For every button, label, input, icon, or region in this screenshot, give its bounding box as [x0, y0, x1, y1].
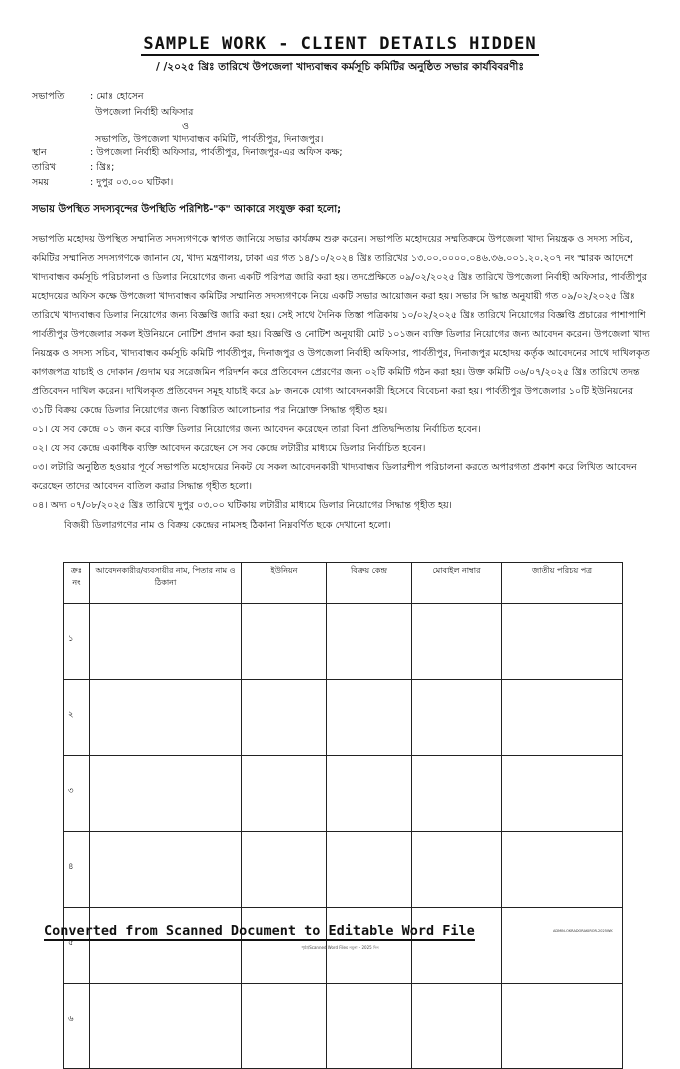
dealer-table: [63, 562, 623, 1069]
col-sales-center: বিক্রয় কেন্দ্র: [327, 563, 412, 604]
minutes-body: [32, 230, 650, 515]
cell-nid[interactable]: [502, 680, 623, 756]
tiny-mark: ADMIN-OKRADORAKIROR-2025WK: [553, 929, 613, 933]
chair-conjunction: ও: [182, 121, 189, 132]
cell-nid[interactable]: [502, 984, 623, 1069]
col-applicant: আবেদনকারীর/ব্যবসায়ীর নাম, পিতার নাম ও ঠিকানা: [90, 563, 242, 604]
cell-sales-center[interactable]: [327, 756, 412, 832]
row-serial: ৬: [64, 984, 90, 1069]
col-union: ইউনিয়ন: [242, 563, 327, 604]
cell-sales-center[interactable]: [327, 984, 412, 1069]
conversion-banner-text: Converted from Scanned Document to Editable Word File: [44, 923, 475, 939]
table-row: [64, 756, 623, 832]
time-label: সময়: [32, 177, 50, 188]
table-row: [64, 604, 623, 680]
decision-1: ০১। যে সব কেন্দ্রে ০১ জন করে ব্যক্তি ডিলার নিয়োগের জন্য আবেদন করেছেন তারা বিনা প্রতিদ্বন্দিতায় নির্বাচিত হবেন।: [32, 424, 481, 435]
chair-designation: উপজেলা নির্বাহী অফিসার: [95, 107, 194, 118]
cell-sales-center[interactable]: [327, 832, 412, 908]
page-footer: পৃষ্ঠা/Scanned Word Files নমুনা - 2025 দিন: [301, 945, 379, 950]
cell-sales-center[interactable]: [327, 680, 412, 756]
cell-union[interactable]: [242, 984, 327, 1069]
table-row: [64, 832, 623, 908]
col-serial: ক্রঃ নং: [64, 563, 90, 604]
date-value: : খ্রিঃ;: [90, 162, 115, 173]
chair-name: : মোঃ হোসেন: [90, 91, 144, 102]
cell-union[interactable]: [242, 604, 327, 680]
cell-mobile[interactable]: [412, 680, 502, 756]
row-serial: ৫: [64, 908, 90, 984]
conversion-banner: [44, 923, 475, 939]
cell-union[interactable]: [242, 832, 327, 908]
time-value: : দুপুর ০৩.০০ ঘটিকা।: [90, 177, 174, 188]
attendance-note: সভায় উপস্থিত সদস্যবৃন্দের উপস্থিতি পরিশিষ্ট-"ক" আকারে সংযুক্ত করা হলো;: [32, 204, 342, 215]
cell-union[interactable]: [242, 756, 327, 832]
venue-label: স্থান: [32, 147, 47, 158]
minutes-subject: / /২০২৫ খ্রিঃ তারিখে উপজেলা খাদ্যবান্ধব কর্মসূচি কমিটির অনুষ্ঠিত সভার কার্যবিবরণীঃ: [155, 61, 525, 73]
cell-sales-center[interactable]: [327, 604, 412, 680]
cell-nid[interactable]: [502, 604, 623, 680]
chair-committee: সভাপতি, উপজেলা খাদ্যবান্ধব কমিটি, পার্বতীপুর, দিনাজপুর।: [95, 134, 324, 145]
chair-label: সভাপতি: [32, 91, 65, 102]
cell-nid[interactable]: [502, 756, 623, 832]
cell-applicant[interactable]: [90, 984, 242, 1069]
row-serial: ১: [64, 604, 90, 680]
cell-mobile[interactable]: [412, 984, 502, 1069]
table-intro: বিজয়ী ডিলারগণের নাম ও বিক্রয় কেন্দ্রের নামসহ ঠিকানা নিম্নবর্ণিত ছকে দেখানো হলো।: [64, 520, 391, 531]
cell-applicant[interactable]: [90, 832, 242, 908]
minutes-paragraph: সভাপতি মহোদয় উপস্থিত সম্মানিত সদস্যগণকে স্বাগত জানিয়ে সভার কার্যক্রম শুরু করেন। সভাপতি মহোদয়ের সম্মতিক্রমে উপজেলা খাদ্য নিয়ন্ত্রক ও সদস্য সচিব, কমিটির সম্মানিত সদস্যগণকে জানান যে, খাদ্য মন্ত্রণালয়, ঢাকা এর গত ১৪/১০/২০২৪ খ্রিঃ তারিখের ১৩.০০.০০০০.০৪৬.৩৬.০০১.২০.২০৭ নং স্মারক আদেশে খাদ্যবান্ধব কর্মসূচি পরিচালনা ও ডিলার নিয়োগের জন্য একটি পরিপত্র জারি করা হয়। তদপ্রেক্ষিতে ০৯/০২/২০২৫ খ্রিঃ তারিখে উপজেলা নির্বাহী অফিসার, পার্বতীপুর মহোদয়ের অফিস কক্ষে উপজেলা খাদ্যবান্ধব কমিটির সম্মানিত সদস্যগণকে নিয়ে একটি সভার আয়োজন করা হয়। সভার সি দ্ধান্ত অনুযায়ী গত ০৯/০২/২০২৫ খ্রিঃ তারিখে খাদ্যবান্ধব ডিলার নিয়োগের জন্য বিজ্ঞপ্তি জারি করা হয়। সেই সাথে দৈনিক তিস্তা পত্রিকায় ১০/০২/২০২৫ খ্রিঃ তারিখে নিয়োগের বিজ্ঞপ্তি প্রচারের পাশাপাশি পার্বতীপুর উপজেলার সকল ইউনিয়নে নোটিশ প্রদান করা হয়। বিজ্ঞপ্তি ও নোটিশ অনুযায়ী মোট ১০১জন ব্যক্তি ডিলার নিয়োগের জন্য আবেদন করেন। উপজেলা খাদ্য নিয়ন্ত্রক ও সদস্য সচিব, খাদ্যবান্ধব কর্মসূচি কমিটি পার্বতীপুর, দিনাজপুর ও উপজেলা নির্বাহী অফিসার, পার্বতীপুর, দিনাজপুর মহোদয় কর্তৃক আবেদনের সাথে দাখিলকৃত কাগজপত্র যাচাই ও দোকান /গুদাম ঘর সরেজমিন পরিদর্শন করে প্রতিবেদন প্রেরণের জন্য ০২টি কমিটি গঠন করা হয়। উক্ত কমিটি ০৬/০৭/২০২৫ খ্রিঃ তারিখে তদন্ত প্রতিবেদন দাখিল করেন। দাখিলকৃত প্রতিবেদন সমূহ যাচাই করে ৯৮ জনকে যোগ্য আবেদনকারী হিসেবে বিবেচনা করা হয়। পার্বতীপুর উপজেলার ১০টি ইউনিয়নের ৩১টি বিক্রয় কেন্দ্রে ডিলার নিয়োগের জন্য বিস্তারিত আলোচনার পর নিম্নোক্ত সিদ্ধান্ত গৃহীত হয়।: [32, 234, 650, 416]
decision-2: ০২। যে সব কেন্দ্রে একাধিক ব্যক্তি আবেদন করেছেন সে সব কেন্দ্রে লটারীর মাধ্যমে ডিলার নির্বাচিত হবেন।: [32, 443, 426, 454]
cell-mobile[interactable]: [412, 756, 502, 832]
decision-3: ০৩। লটারি অনুষ্ঠিত হওয়ার পূর্বে সভাপতি মহোদয়ের নিকট যে সকল আবেদনকারী খাদ্যবান্ধব ডিলারশীপ পরিচালনা করতে অপারগতা প্রকাশ করে লিখিত আবেদন করেছেন তাদের আবেদন বাতিল করার সিদ্ধান্ত গৃহীত হলো।: [32, 462, 637, 492]
sample-banner: [0, 34, 680, 54]
table-row: [64, 984, 623, 1069]
date-label: তারিখ: [32, 162, 57, 173]
col-mobile: মোবাইল নাম্বার: [412, 563, 502, 604]
cell-applicant[interactable]: [90, 680, 242, 756]
cell-union[interactable]: [242, 680, 327, 756]
cell-mobile[interactable]: [412, 604, 502, 680]
decision-4: ০৪। অদ্য ০৭/০৮/২০২৫ খ্রিঃ তারিখে দুপুর ০৩.০০ ঘটিকায় লটারীর মাধ্যমে ডিলার নিয়োগের সিদ্ধান্ত গৃহীত হয়।: [32, 500, 452, 511]
cell-applicant[interactable]: [90, 604, 242, 680]
cell-mobile[interactable]: [412, 832, 502, 908]
cell-nid[interactable]: [502, 832, 623, 908]
row-serial: ৪: [64, 832, 90, 908]
sample-banner-text: SAMPLE WORK - CLIENT DETAILS HIDDEN: [143, 34, 537, 54]
row-serial: ২: [64, 680, 90, 756]
table-row: [64, 680, 623, 756]
table-header-row: [64, 563, 623, 604]
cell-applicant[interactable]: [90, 756, 242, 832]
venue-value: : উপজেলা নির্বাহী অফিসার, পার্বতীপুর, দিনাজপুর-এর অফিস কক্ষ;: [90, 147, 343, 158]
row-serial: ৩: [64, 756, 90, 832]
col-nid: জাতীয় পরিচয় পত্র: [502, 563, 623, 604]
